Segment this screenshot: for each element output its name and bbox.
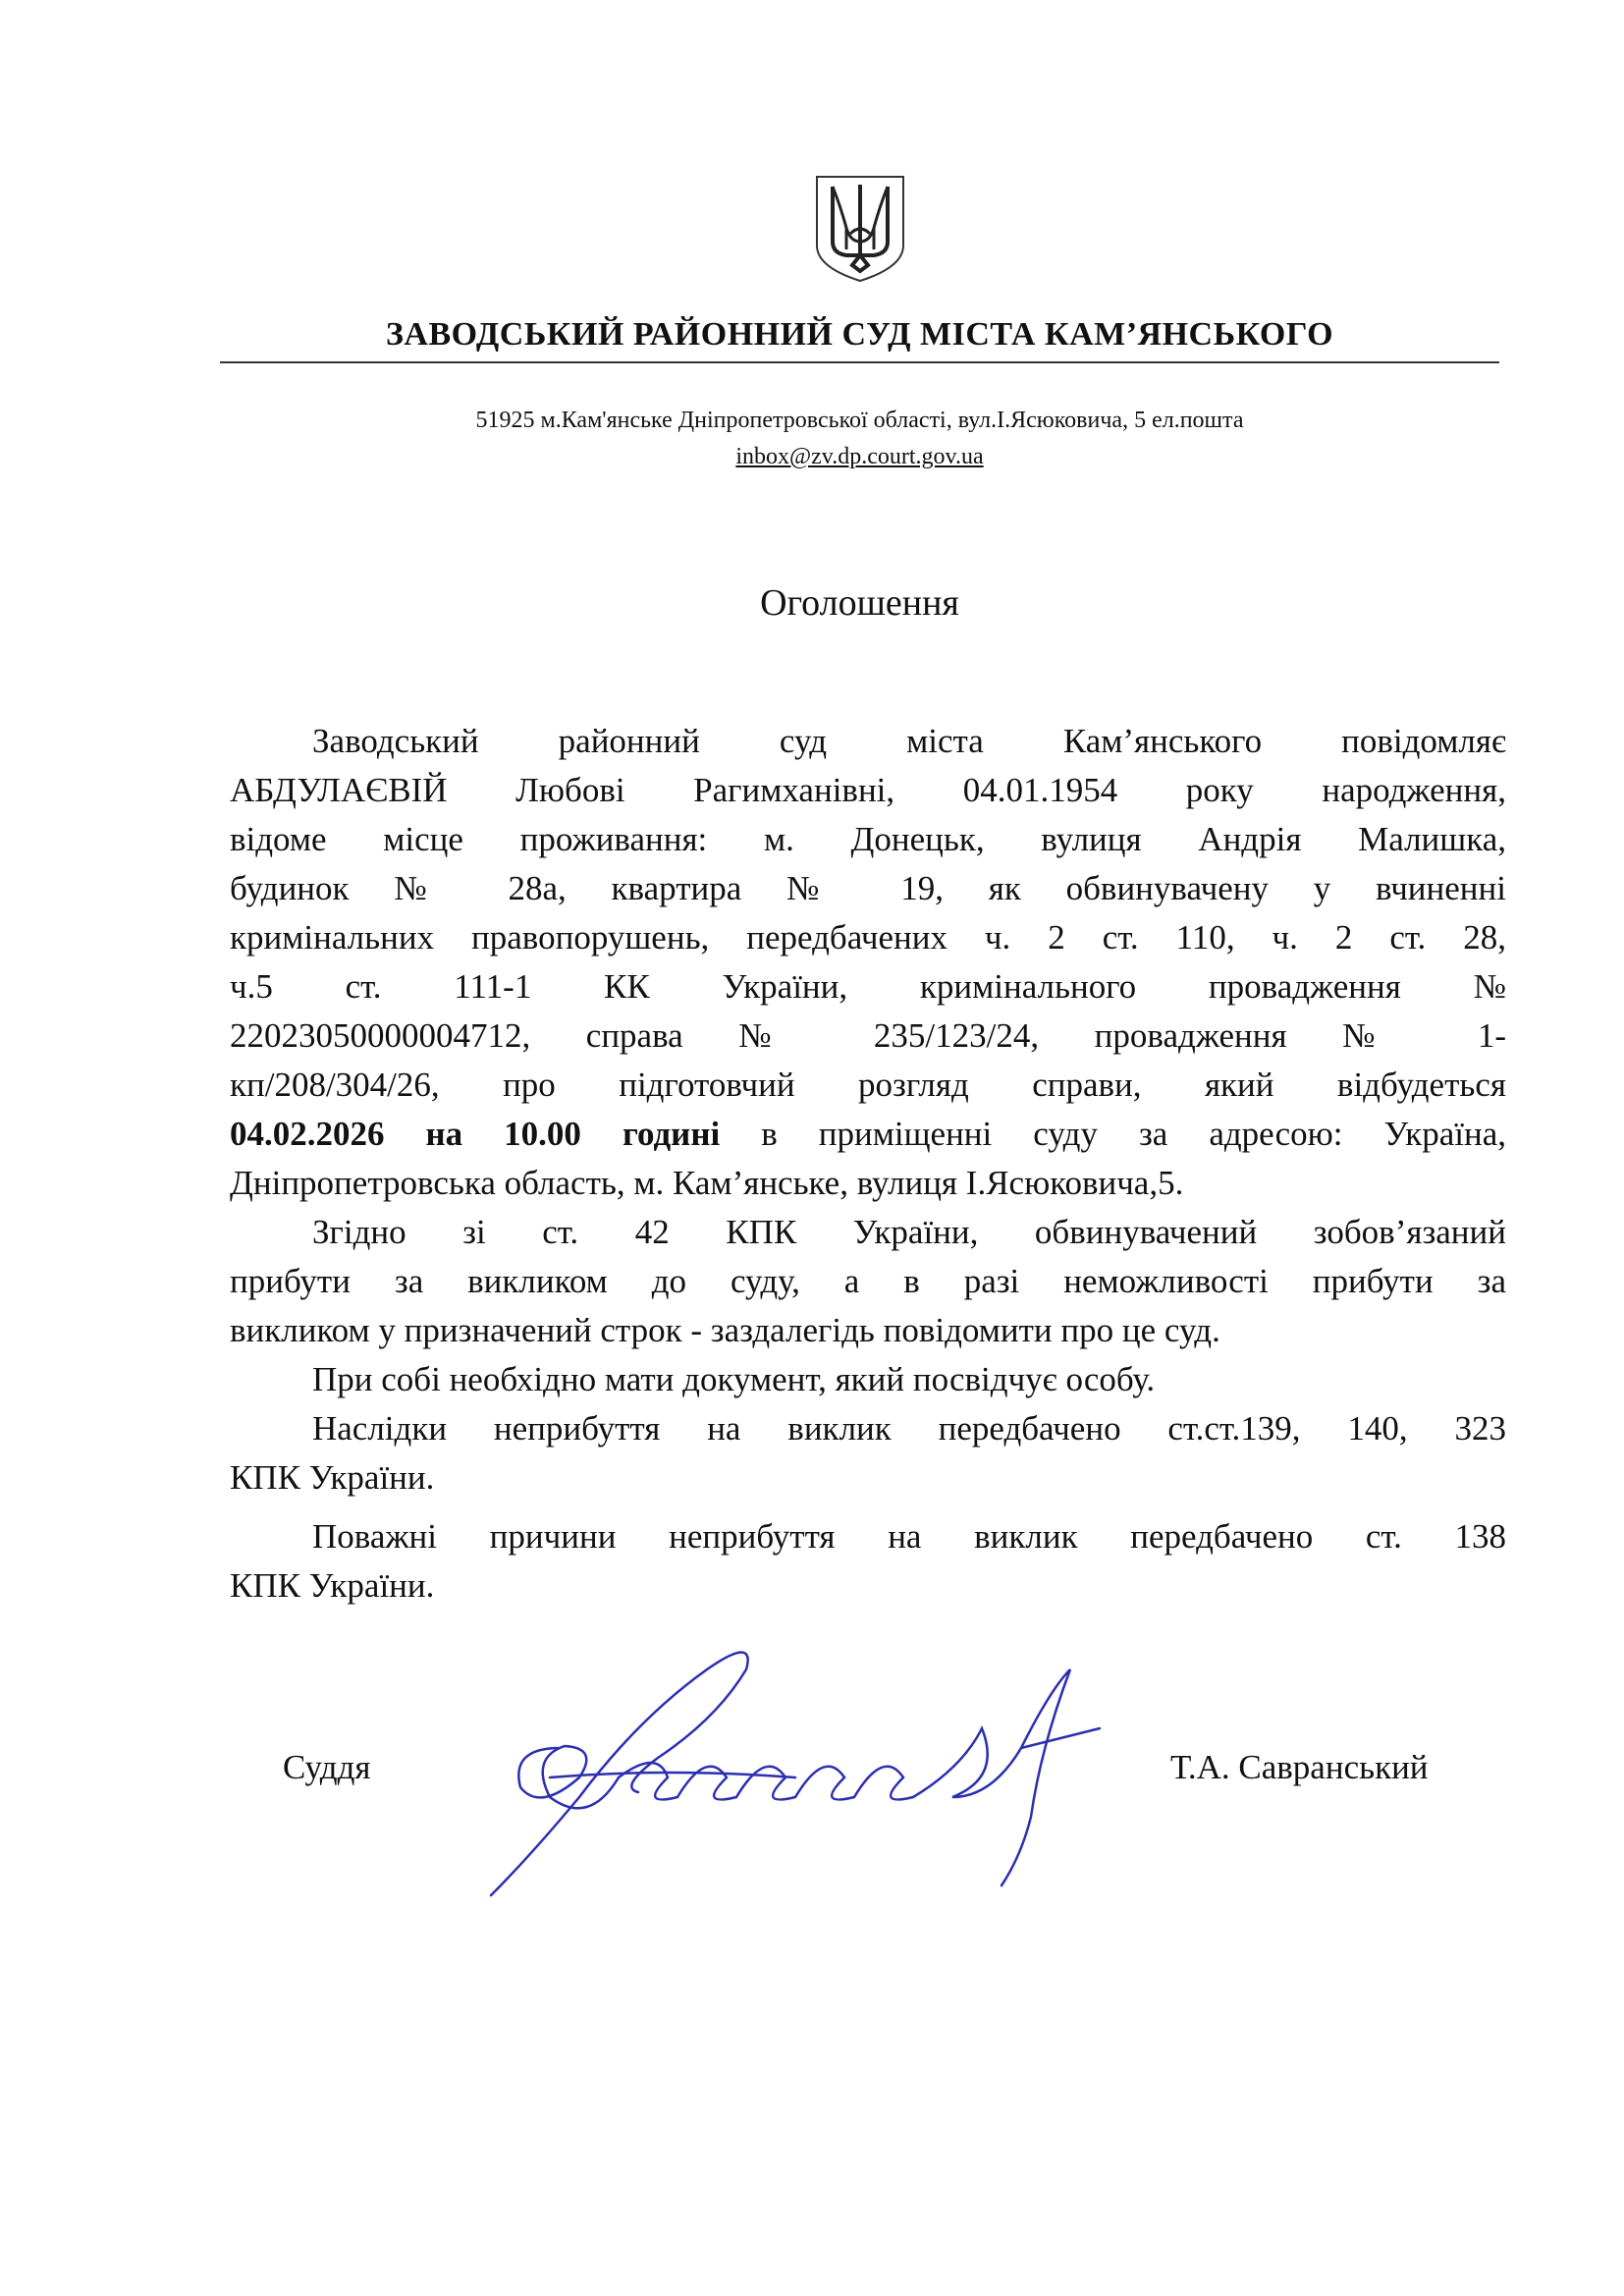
body-line: Дніпропетровська область, м. Кам’янське, вулиця І.Ясюковича,5. [230,1164,1184,1202]
body-line: Заводський районний суд міста Кам’янського повідомляє [312,722,1506,760]
body-line: 22023050000004712, справа № 235/123/24, провадження № 1- [230,1016,1506,1055]
body-line: викликом у призначений строк - заздалегідь повідомити про це суд. [230,1311,1220,1349]
notice-body [230,717,1506,1611]
body-line: Поважні причини неприбуття на виклик передбачено ст. 138 [312,1517,1506,1556]
body-line: кп/208/304/26, про підготовчий розгляд справи, який відбудеться [230,1066,1506,1104]
body-line: АБДУЛАЄВІЙ Любові Рагимханівні, 04.01.1954 року народження, [230,771,1506,809]
hearing-location: в приміщенні суду за адресою: Україна, [720,1115,1506,1153]
coat-of-arms-icon [811,173,909,283]
title-divider [220,361,1499,363]
body-line: КПК України. [230,1566,435,1605]
judge-name: Т.А. Савранський [1170,1748,1429,1786]
body-line: прибути за викликом до суду, а в разі неможливості прибути за [230,1262,1506,1300]
body-line: кримінальних правопорушень, передбачених ч. 2 ст. 110, ч. 2 ст. 28, [230,918,1506,957]
body-line: будинок № 28а, квартира № 19, як обвинувачену у вчиненні [230,869,1506,907]
court-email-link[interactable]: inbox@zv.dp.court.gov.ua [735,444,984,469]
body-line: ч.5 ст. 111-1 КК України, кримінального провадження № [230,967,1506,1006]
body-line-hearing-date [230,1110,1506,1159]
court-address-block [220,403,1499,475]
body-line: Згідно зі ст. 42 КПК України, обвинувачений зобов’язаний [312,1213,1506,1251]
body-line: Наслідки неприбуття на виклик передбачено ст.ст.139, 140, 323 [312,1409,1506,1448]
body-line: КПК України. [230,1458,435,1497]
signature-row [0,1748,1624,1807]
document-heading: Оголошення [760,582,959,624]
judge-label: Суддя [283,1748,371,1786]
hearing-datetime: 04.02.2026 на 10.00 годині [230,1115,721,1153]
body-line: При собі необхідно мати документ, який посвідчує особу. [312,1360,1156,1398]
body-line: відоме місце проживання: м. Донецьк, вулиця Андрія Малишка, [230,820,1506,858]
court-name: ЗАВОДСЬКИЙ РАЙОННИЙ СУД МІСТА КАМ’ЯНСЬКОГО [385,316,1334,353]
court-address: 51925 м.Кам'янське Дніпропетровської області, вул.І.Ясюковича, 5 ел.пошта [475,408,1244,433]
